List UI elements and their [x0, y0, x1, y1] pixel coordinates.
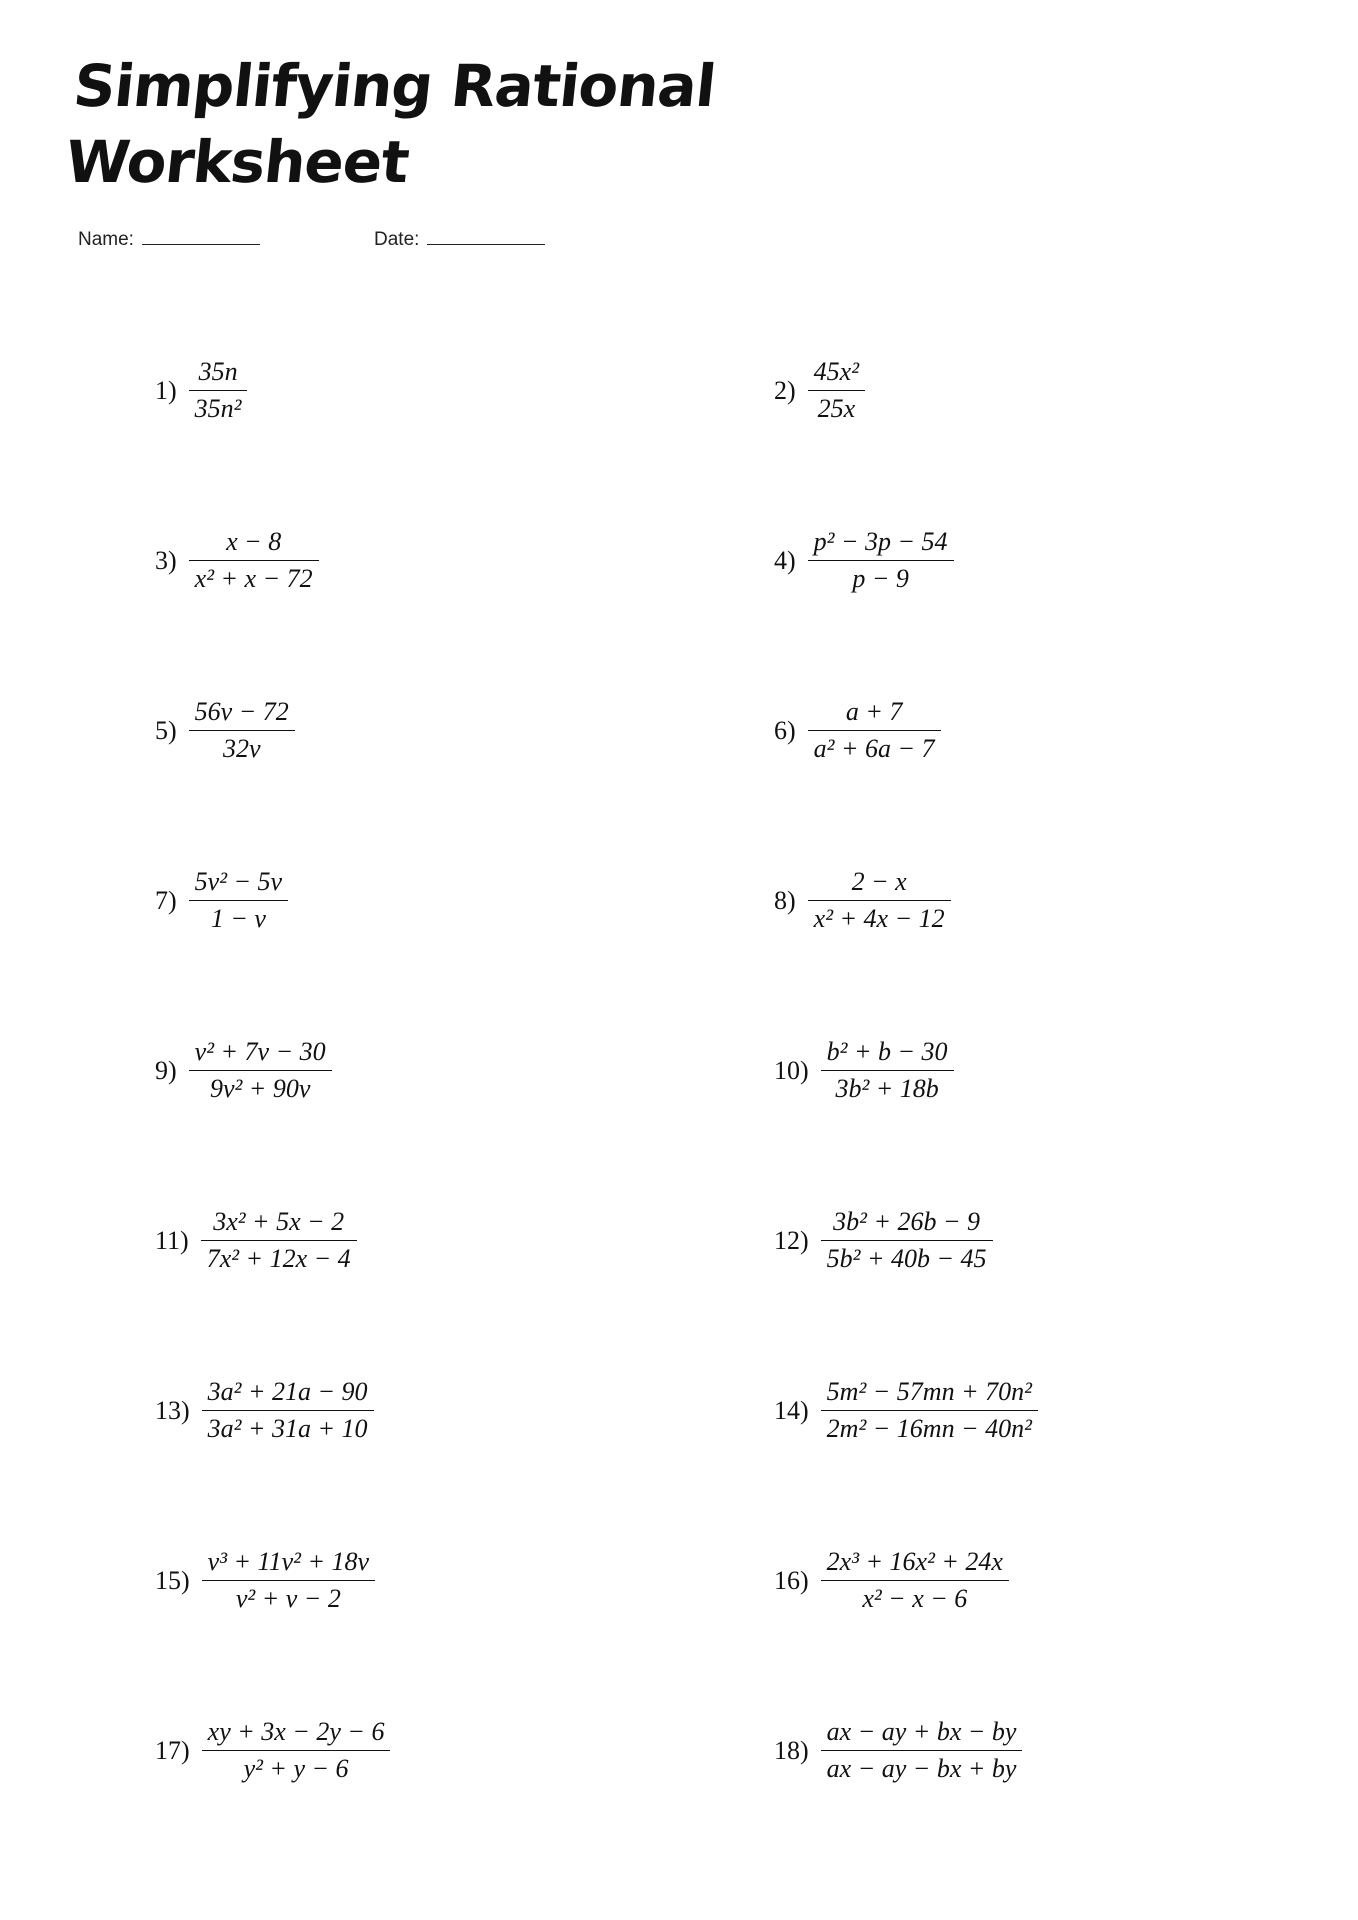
rational-expression	[189, 1034, 332, 1107]
denominator: 32v	[222, 734, 261, 763]
title-line-2: Worksheet	[62, 128, 412, 196]
problem-number: 5)	[155, 715, 177, 745]
rational-expression	[189, 694, 295, 767]
denominator: x² − x − 6	[862, 1584, 968, 1613]
problem-6	[774, 694, 941, 767]
problem-number: 16)	[774, 1565, 809, 1595]
numerator: a + 7	[845, 697, 903, 726]
problem-1	[155, 354, 247, 427]
denominator: x² + x − 72	[194, 564, 313, 593]
rational-expression	[821, 1034, 954, 1107]
rational-expression	[202, 1374, 374, 1447]
numerator: ax − ay + bx − by	[826, 1717, 1017, 1746]
problem-number: 15)	[155, 1565, 190, 1595]
problem-2	[774, 354, 865, 427]
problem-8	[774, 864, 951, 937]
rational-expression	[189, 524, 319, 597]
problem-number: 7)	[155, 885, 177, 915]
name-blank-line[interactable]	[142, 226, 260, 245]
numerator: p² − 3p − 54	[813, 527, 948, 556]
problem-number: 10)	[774, 1055, 809, 1085]
denominator: 35n²	[194, 394, 242, 423]
rational-expression	[821, 1714, 1023, 1787]
date-blank-line[interactable]	[427, 226, 545, 245]
problem-5	[155, 694, 295, 767]
problem-number: 2)	[774, 375, 796, 405]
denominator: 7x² + 12x − 4	[206, 1244, 351, 1273]
rational-expression	[201, 1204, 357, 1277]
denominator: 25x	[817, 394, 856, 423]
denominator: ax − ay − bx + by	[826, 1754, 1017, 1783]
problem-12	[774, 1204, 993, 1277]
denominator: 3b² + 18b	[835, 1074, 939, 1103]
problem-15	[155, 1544, 375, 1617]
problem-number: 17)	[155, 1735, 190, 1765]
problem-14	[774, 1374, 1038, 1447]
date-label: Date:	[374, 229, 420, 250]
denominator: x² + 4x − 12	[813, 904, 945, 933]
problem-4	[774, 524, 954, 597]
numerator: 45x²	[813, 357, 860, 386]
problem-number: 12)	[774, 1225, 809, 1255]
numerator: b² + b − 30	[826, 1037, 948, 1066]
problem-number: 18)	[774, 1735, 809, 1765]
denominator: 5b² + 40b − 45	[826, 1244, 987, 1273]
problem-number: 8)	[774, 885, 796, 915]
rational-expression	[808, 524, 954, 597]
rational-expression	[189, 864, 288, 937]
denominator: 9v² + 90v	[209, 1074, 311, 1103]
rational-expression	[821, 1544, 1009, 1617]
rational-expression	[821, 1374, 1038, 1447]
rational-expression	[189, 354, 248, 427]
problem-11	[155, 1204, 357, 1277]
numerator: xy + 3x − 2y − 6	[207, 1717, 385, 1746]
date-field[interactable]	[374, 226, 545, 251]
title-line-1: Simplifying Rational	[70, 52, 719, 120]
problem-7	[155, 864, 288, 937]
problem-18	[774, 1714, 1022, 1787]
rational-expression	[821, 1204, 993, 1277]
rational-expression	[202, 1544, 375, 1617]
problem-number: 13)	[155, 1395, 190, 1425]
name-field[interactable]	[78, 226, 260, 251]
numerator: 35n	[198, 357, 238, 386]
denominator: 2m² − 16mn − 40n²	[826, 1414, 1032, 1443]
numerator: 5v² − 5v	[194, 867, 283, 896]
problem-number: 3)	[155, 545, 177, 575]
worksheet-title	[62, 48, 719, 200]
rational-expression	[808, 354, 865, 427]
name-label: Name:	[78, 229, 134, 250]
denominator: p − 9	[852, 564, 909, 593]
numerator: 2x³ + 16x² + 24x	[826, 1547, 1003, 1576]
rational-expression	[202, 1714, 391, 1787]
denominator: y² + y − 6	[243, 1754, 349, 1783]
problem-9	[155, 1034, 332, 1107]
numerator: 56v − 72	[194, 697, 289, 726]
problem-number: 6)	[774, 715, 796, 745]
numerator: 3a² + 21a − 90	[207, 1377, 368, 1406]
numerator: v² + 7v − 30	[194, 1037, 326, 1066]
problem-16	[774, 1544, 1009, 1617]
rational-expression	[808, 864, 951, 937]
numerator: 3b² + 26b − 9	[833, 1207, 981, 1236]
denominator: 3a² + 31a + 10	[207, 1414, 368, 1443]
denominator: 1 − v	[210, 904, 266, 933]
numerator: 5m² − 57mn + 70n²	[826, 1377, 1032, 1406]
problem-17	[155, 1714, 390, 1787]
numerator: v³ + 11v² + 18v	[207, 1547, 370, 1576]
problem-3	[155, 524, 319, 597]
numerator: 3x² + 5x − 2	[213, 1207, 345, 1236]
problem-number: 9)	[155, 1055, 177, 1085]
problem-10	[774, 1034, 954, 1107]
problem-number: 1)	[155, 375, 177, 405]
problem-number: 4)	[774, 545, 796, 575]
rational-expression	[808, 694, 941, 767]
problem-number: 11)	[155, 1225, 189, 1255]
problem-number: 14)	[774, 1395, 809, 1425]
numerator: x − 8	[226, 527, 282, 556]
numerator: 2 − x	[851, 867, 907, 896]
problem-13	[155, 1374, 374, 1447]
denominator: a² + 6a − 7	[813, 734, 935, 763]
denominator: v² + v − 2	[235, 1584, 341, 1613]
